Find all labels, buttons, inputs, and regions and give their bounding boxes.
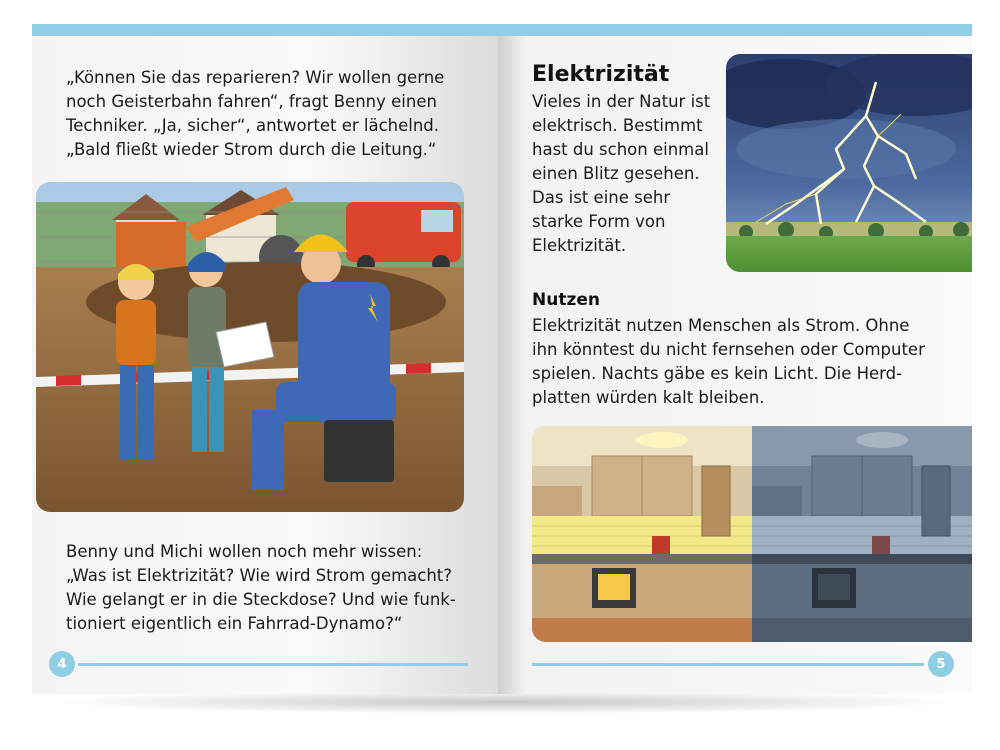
text-line: Das ist eine sehr [532, 188, 671, 207]
text-line: starke Form von [532, 212, 666, 231]
left-page [32, 24, 498, 694]
right-section-text [532, 314, 952, 410]
text-line: spielen. Nachts gäbe es kein Licht. Die Herd- [532, 364, 903, 383]
text-line: Benny und Michi wollen noch mehr wissen: [66, 542, 423, 561]
page-number-5: 5 [928, 651, 954, 677]
text-line: „Bald fließt wieder Strom durch die Leitung.“ [66, 140, 437, 159]
text-line: platten würden kalt bleiben. [532, 388, 765, 407]
text-line: Elektrizität nutzen Menschen als Strom. Ohne [532, 316, 910, 335]
text-line: „Können Sie das reparieren? Wir wollen gerne [66, 68, 445, 87]
text-line: hast du schon einmal [532, 140, 709, 159]
text-line: noch Geisterbahn fahren“, fragt Benny einen [66, 92, 437, 111]
text-line: Wie gelangt er in die Steckdose? Und wie funk- [66, 590, 456, 609]
left-intro-text [66, 66, 486, 162]
left-bottom-text [66, 540, 486, 636]
right-top-bar [498, 24, 972, 36]
text-line: Techniker. „Ja, sicher“, antwortet er lächelnd. [66, 116, 440, 135]
text-line: Vieles in der Natur ist [532, 92, 711, 111]
section-title: Nutzen [532, 290, 600, 310]
right-page [498, 24, 972, 694]
text-line: einen Blitz gesehen. [532, 164, 700, 183]
text-line: tioniert eigentlich ein Fahrrad-Dynamo?“ [66, 614, 403, 633]
text-line: ihn könntest du nicht fernsehen oder Computer [532, 340, 925, 359]
text-line: elektrisch. Bestimmt [532, 116, 703, 135]
left-top-bar [32, 24, 498, 36]
right-footer-line [532, 663, 924, 666]
right-intro-text [532, 90, 732, 258]
lightning-illustration [726, 54, 972, 272]
page-title: Elektrizität [532, 62, 670, 87]
text-line: „Was ist Elektrizität? Wie wird Strom gemacht? [66, 566, 453, 585]
text-line: Elektrizität. [532, 236, 627, 255]
kitchen-comparison-illustration [532, 426, 972, 642]
left-footer-line [78, 663, 468, 666]
page-number-4: 4 [49, 651, 75, 677]
construction-site-illustration [36, 182, 464, 512]
